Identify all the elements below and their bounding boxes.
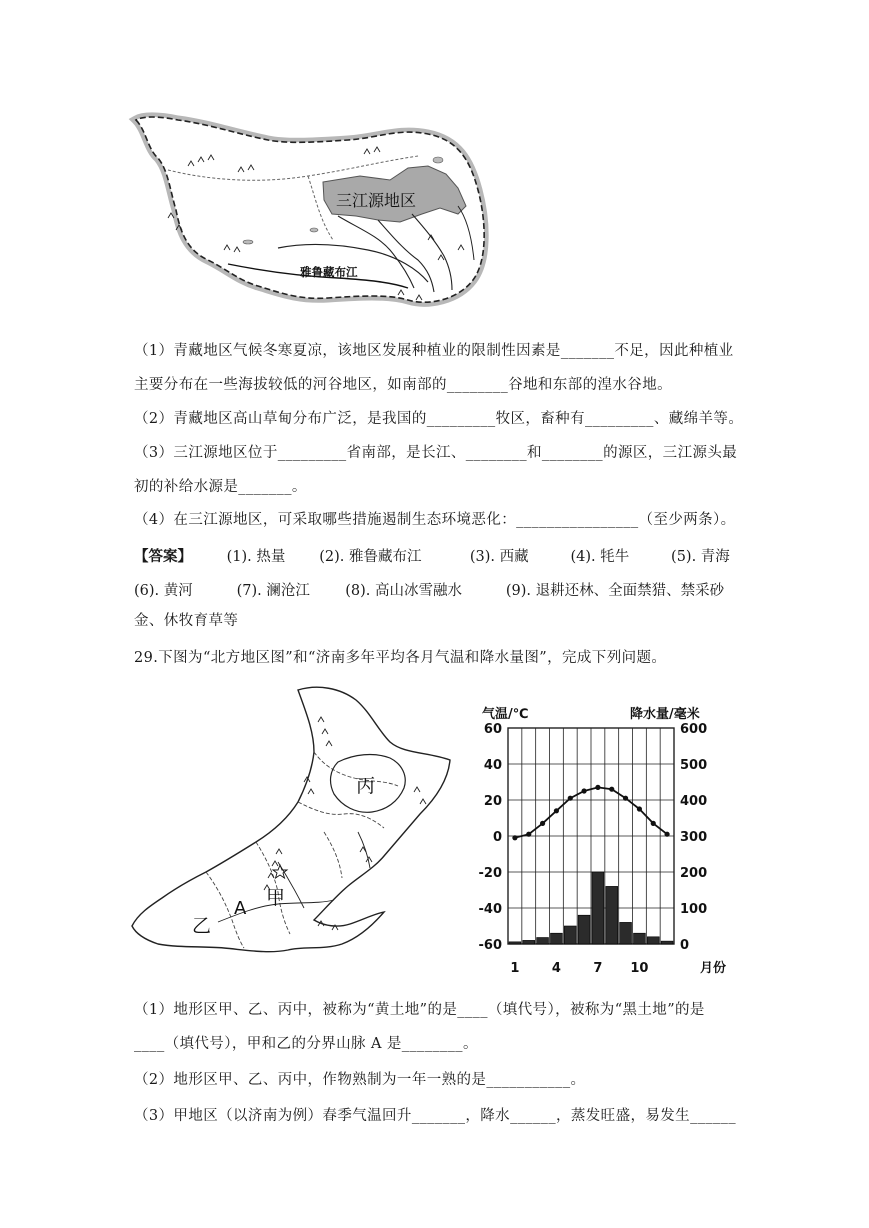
precip-bar	[523, 940, 535, 944]
temperature-tick-label: 40	[483, 758, 502, 773]
month-tick-label: 4	[551, 961, 561, 976]
precip-bar	[647, 937, 659, 944]
temperature-tick-label: -40	[478, 902, 502, 917]
q28-part4: （4）在三江源地区，可采取哪些措施遏制生态环境恶化：________________（至少两条）。	[134, 512, 736, 528]
month-tick-label: 10	[630, 961, 649, 976]
precip-bar	[578, 915, 590, 944]
temperature-point	[595, 785, 600, 790]
answer-1: (1). 热量	[226, 549, 286, 565]
temperature-tick-label: -60	[478, 938, 502, 953]
temperature-tick-label: 0	[492, 830, 502, 845]
precip-bar	[564, 926, 576, 944]
precip-tick-label: 300	[680, 830, 708, 845]
month-tick-label: 1	[510, 961, 520, 976]
answer-6: (6). 黄河	[134, 583, 193, 599]
precip-bar	[634, 933, 646, 944]
precip-tick-label: 500	[680, 758, 708, 773]
q29-part3: （3）甲地区（以济南为例）春季气温回升_______，降水______，蒸发旺盛，易发生______	[134, 1108, 736, 1124]
precip-tick-label: 0	[680, 938, 690, 953]
precip-bar	[551, 933, 563, 944]
answer-4: (4). 牦牛	[570, 549, 630, 565]
answer-9: (9). 退耕还林、全面禁猎、禁采砂	[505, 583, 725, 599]
precip-tick-label: 200	[680, 866, 708, 881]
map-label-a: A	[234, 898, 247, 919]
temperature-point	[568, 796, 573, 801]
right-axis-title: 降水量/毫米	[630, 707, 700, 722]
temperature-point	[651, 821, 656, 826]
answer-row-1	[134, 545, 730, 566]
precip-tick-label: 600	[680, 722, 708, 737]
temperature-point	[623, 796, 628, 801]
answer-tag: 【答案】	[134, 548, 192, 565]
temperature-point	[637, 806, 642, 811]
q28-part1-line1: （1）青藏地区气候冬寒夏凉，该地区发展种植业的限制性因素是_______不足，因此种植业	[134, 343, 734, 359]
temperature-point	[526, 832, 531, 837]
map-label-bing: 丙	[356, 775, 376, 797]
temperature-point	[664, 832, 669, 837]
precip-bar	[537, 938, 549, 944]
yarlung-label: 雅鲁藏布江	[300, 265, 358, 279]
answer-7: (7). 澜沧江	[236, 583, 310, 599]
qinghai-tibet-map	[128, 110, 498, 330]
q28-part3-line2: 初的补给水源是_______。	[134, 479, 307, 495]
q28-part3-line1: （3）三江源地区位于_________省南部，是长江、________和________的源区，三江源头最	[134, 445, 738, 461]
map-label-jia: 甲	[266, 887, 286, 909]
precip-bar	[592, 872, 604, 944]
answer-9-continued: 金、休牧育草等	[134, 613, 239, 629]
q29-part1-line2: ____（填代号），甲和乙的分界山脉 A 是________。	[134, 1036, 478, 1052]
month-tick-label: 7	[593, 961, 603, 976]
q29-part1-line1: （1）地形区甲、乙、丙中，被称为“黄土地”的是____（填代号），被称为“黑土地”的是	[134, 1002, 705, 1018]
temperature-point	[554, 808, 559, 813]
north-china-map	[128, 682, 458, 982]
map-label-yi: 乙	[192, 915, 212, 937]
temperature-point	[581, 788, 586, 793]
left-axis-title: 气温/℃	[482, 707, 529, 722]
precip-tick-label: 400	[680, 794, 708, 809]
temperature-tick-label: -20	[478, 866, 502, 881]
precip-bar	[606, 886, 618, 944]
precip-tick-label: 100	[680, 902, 708, 917]
precip-bar	[620, 922, 632, 944]
temperature-tick-label: 20	[483, 794, 502, 809]
q29-intro: 29.下图为“北方地区图”和“济南多年平均各月气温和降水量图”，完成下列问题。	[134, 650, 667, 666]
sanjiangyuan-label: 三江源地区	[336, 191, 417, 210]
answer-5: (5). 青海	[671, 549, 730, 565]
precip-bar	[509, 942, 521, 944]
x-axis-unit: 月份	[700, 961, 727, 976]
answer-2: (2). 雅鲁藏布江	[319, 549, 422, 565]
answer-8: (8). 高山冰雪融水	[345, 583, 462, 599]
q28-part1-line2: 主要分布在一些海拔较低的河谷地区，如南部的________谷地和东部的湟水谷地。	[134, 377, 672, 393]
answer-3: (3). 西藏	[469, 549, 529, 565]
q29-part2: （2）地形区甲、乙、丙中，作物熟制为一年一熟的是___________。	[134, 1072, 586, 1088]
precip-bar	[661, 941, 673, 944]
temperature-point	[540, 821, 545, 826]
q28-part2: （2）青藏地区高山草甸分布广泛，是我国的_________牧区，畜种有_________、藏绵羊等。	[134, 411, 744, 427]
temperature-tick-label: 60	[483, 722, 502, 737]
answer-row-2	[134, 579, 724, 600]
temperature-point	[512, 835, 517, 840]
jinan-climate-chart	[470, 700, 740, 982]
temperature-point	[609, 787, 614, 792]
